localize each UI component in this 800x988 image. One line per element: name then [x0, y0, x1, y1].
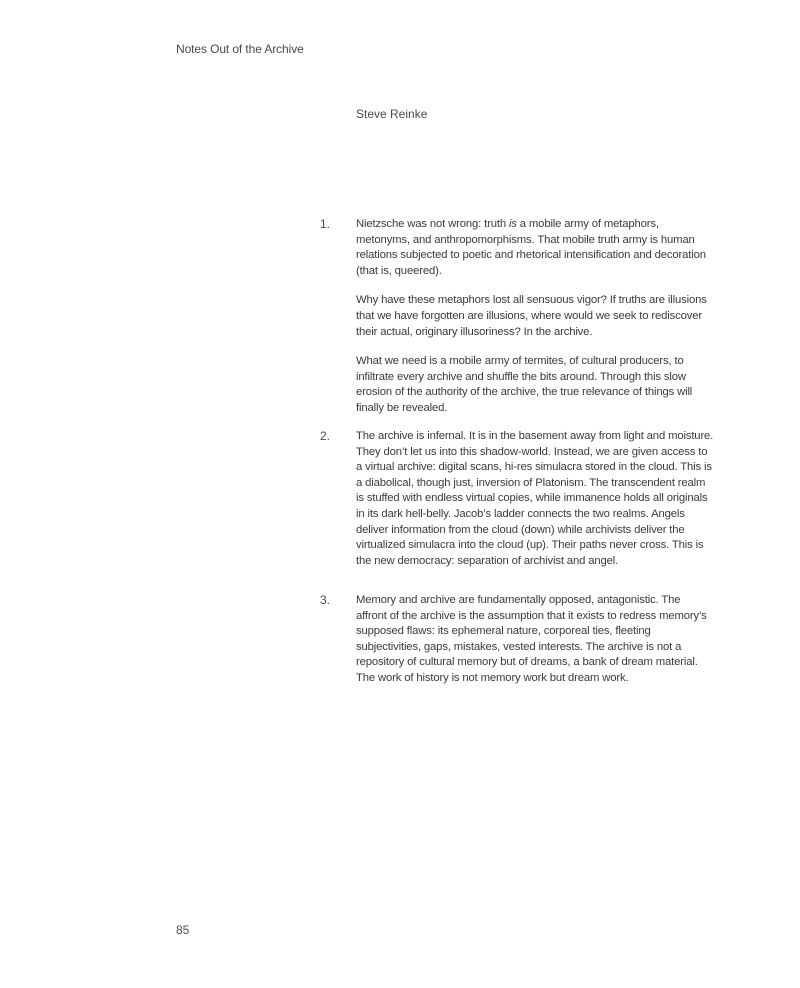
section-body [356, 429, 714, 583]
section-body [356, 217, 714, 431]
paragraph [356, 217, 714, 279]
paragraph-text: a mobile army of metaphors, metonyms, and anthropomorphisms. That mobile truth army is human relations subjected to poetic and rhetorical intensification and decoration (that is, queered). [356, 218, 706, 277]
emphasis-text: is [508, 218, 517, 230]
section-body [356, 593, 714, 701]
page-number: 85 [176, 923, 190, 937]
paragraph: The archive is infernal. It is in the basement away from light and moisture. They don’t let us into this shadow-world. Instead, we are given access to a virtual archive: digital scans, hi-res simulacra stored in the cloud. This is a diabolical, though just, inversion of Platonism. The transcendent realm is stuffed with endless virtual copies, while immanence holds all originals in its dark hell-belly. Jacob’s ladder connects the two realms. Angels deliver information from the cloud (down) while archivists deliver the virtualized simulacra into the cloud (up). Their paths never cross. This is the new democracy: separation of archivist and angel. [356, 430, 714, 567]
paragraph: Why have these metaphors lost all sensuous vigor? If truths are illusions that we have forgotten are illusions, where would we seek to rediscover their actual, originary illusoriness? In the archive. [356, 294, 707, 338]
paragraph: What we need is a mobile army of termites, of cultural producers, to infiltrate every archive and shuffle the bits around. Through this slow erosion of the authority of the archive, the true relevance of things will finally be revealed. [356, 355, 693, 414]
running-head-title: Notes Out of the Archive [176, 42, 304, 56]
section-number: 1. [320, 217, 331, 231]
paragraph: Memory and archive are fundamentally opposed, antagonistic. The affront of the archive is the assumption that it exists to redress memory’s supposed flaws: its ephemeral nature, corporeal ties, fleeting subjectivities, gaps, mistakes, vested interests. The archive is not a repository of cultural memory but of dreams, a bank of dream material. The work of history is not memory work but dream work. [356, 594, 707, 684]
section-number: 3. [320, 593, 331, 607]
author-name: Steve Reinke [356, 107, 428, 121]
section-number: 2. [320, 429, 331, 443]
paragraph-text: Nietzsche was not wrong: truth [356, 218, 509, 230]
